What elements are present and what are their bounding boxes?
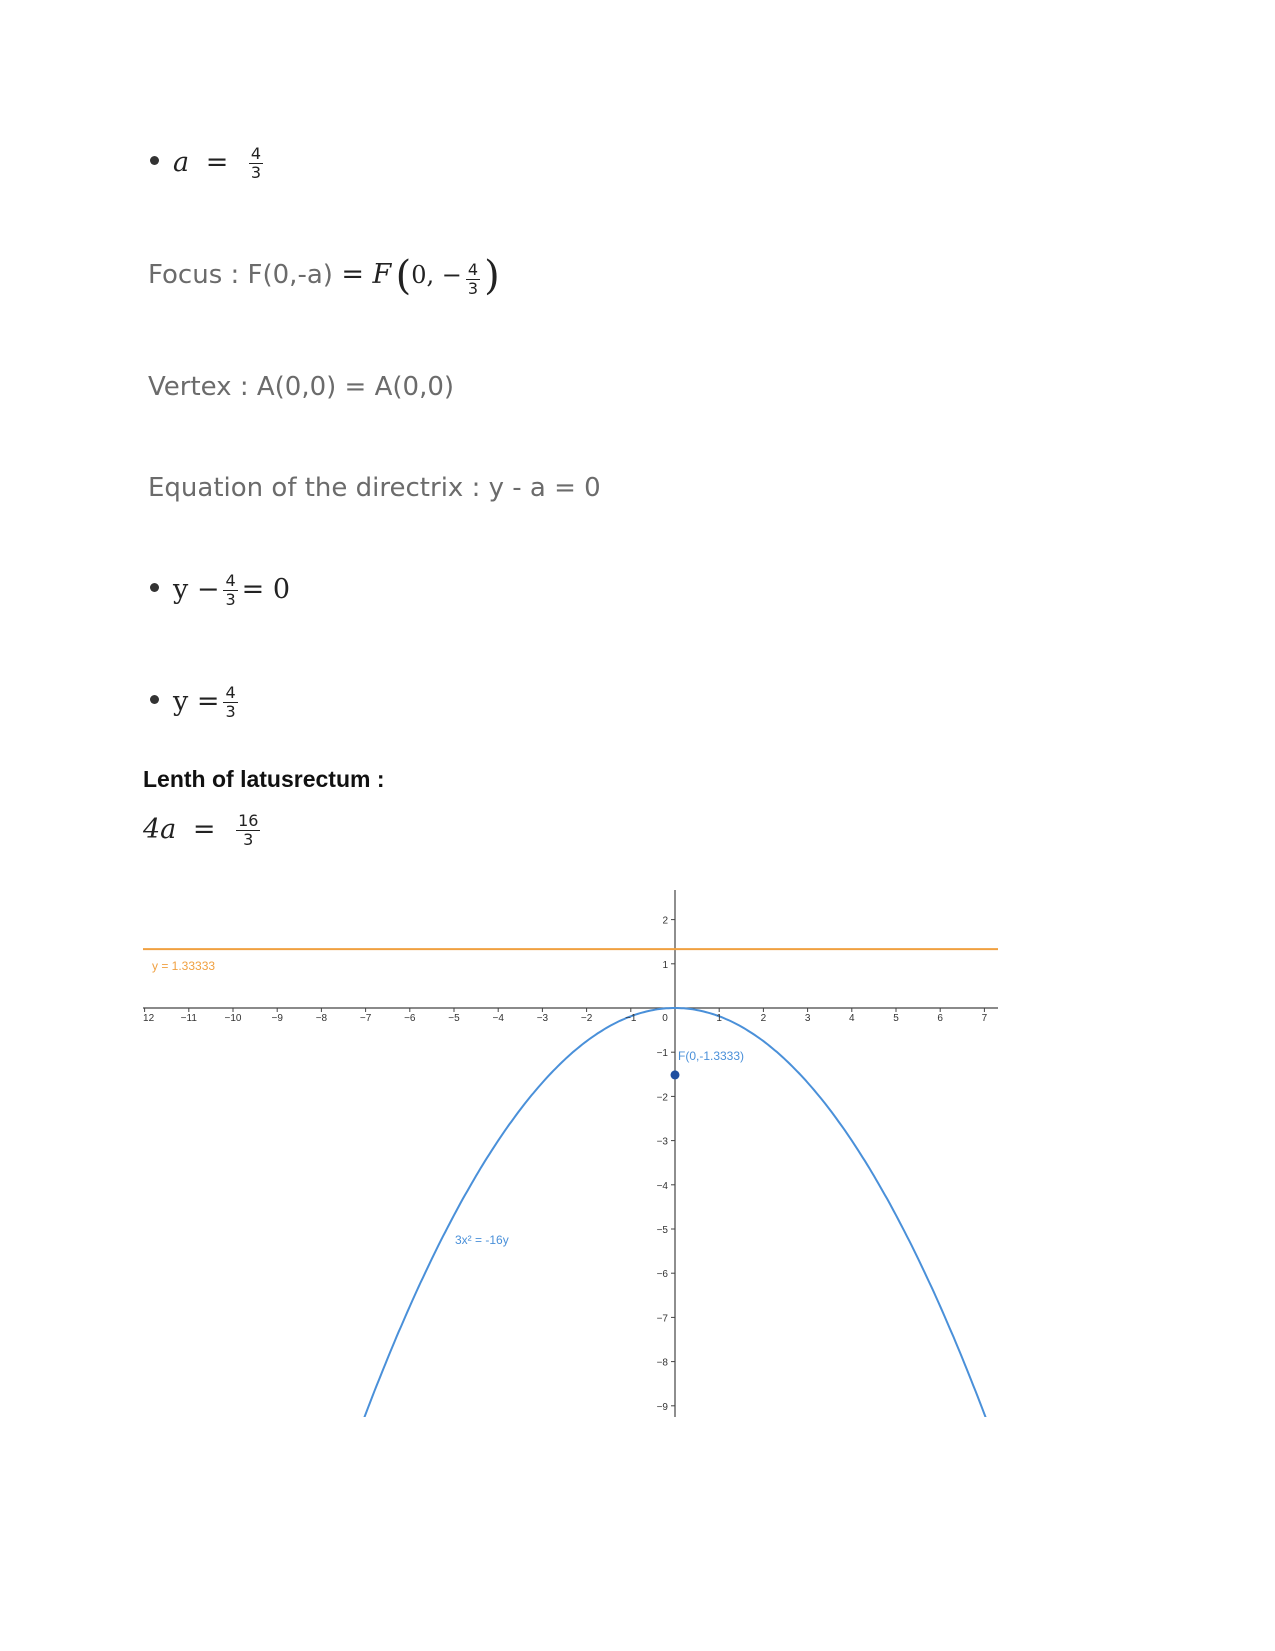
curves-layer: [143, 949, 1007, 1474]
latus-lhs: 4a: [143, 814, 177, 845]
latus-numerator: 16: [238, 811, 259, 830]
x-tick-label: −7: [359, 1013, 372, 1024]
latus-denominator: 3: [243, 830, 254, 849]
dir2-lhs: y =: [173, 686, 220, 717]
x-tick-label: −1: [625, 1013, 637, 1024]
x-tick-label: 12: [143, 1013, 155, 1024]
a-denominator: 3: [250, 163, 262, 182]
x-tick-label: 4: [849, 1013, 855, 1024]
x-tick-label: 1: [716, 1013, 722, 1024]
focus-label: F(0,-1.3333): [678, 1048, 745, 1063]
y-tick-label: −5: [656, 1225, 668, 1236]
x-tick-label: 2: [760, 1013, 767, 1024]
x-tick-label: −9: [271, 1013, 283, 1024]
x-tick-label: 3: [804, 1013, 811, 1024]
y-tick-label: 2: [662, 915, 668, 927]
x-tick-label: −5: [448, 1013, 460, 1024]
focus-equals: =: [341, 259, 364, 291]
y-tick-label: −9: [656, 1401, 668, 1413]
x-tick-label: −11: [180, 1013, 197, 1024]
y-tick-label: −7: [656, 1313, 668, 1325]
focus-zero: 0, −: [411, 261, 462, 290]
x-tick-label: 5: [893, 1013, 899, 1024]
close-paren: ): [484, 253, 500, 299]
open-paren: (: [395, 253, 412, 299]
y-tick-label: −6: [656, 1269, 668, 1281]
x-tick-label: −10: [224, 1013, 242, 1024]
directrix-label: y = 1.33333: [152, 959, 216, 974]
y-tick-label: −3: [656, 1136, 668, 1148]
a-numerator: 4: [250, 144, 262, 163]
y-tick-label: −8: [656, 1357, 668, 1369]
focus-point: [671, 1070, 680, 1079]
a-symbol: a: [173, 147, 190, 178]
vertex-line: Vertex : A(0,0) = A(0,0): [148, 372, 455, 402]
y-tick-label: −1: [656, 1048, 668, 1060]
focus-denominator: 3: [467, 278, 479, 298]
x-tick-label: −3: [536, 1013, 549, 1024]
axes-layer: [143, 890, 998, 1417]
directrix-line: Equation of the directrix : y - a = 0: [148, 473, 601, 503]
x-tick-label: 0: [662, 1013, 668, 1024]
latus-equals: =: [192, 814, 216, 845]
dir1-denominator: 3: [225, 590, 236, 609]
dir1-rhs: = 0: [241, 574, 291, 605]
parabola-label: 3x² = -16y: [455, 1233, 509, 1247]
x-tick-label: −6: [404, 1013, 416, 1024]
focus-label: Focus : F(0,-a): [148, 260, 333, 291]
y-tick-label: 1: [662, 959, 668, 971]
latus-heading: Lenth of latusrectum :: [143, 766, 385, 792]
focus-f: F: [372, 259, 392, 291]
labels-layer: [143, 916, 988, 1413]
x-tick-label: 6: [937, 1013, 943, 1024]
dir2-numerator: 4: [225, 683, 236, 702]
dir2-denominator: 3: [225, 702, 236, 721]
equals-sign: =: [205, 147, 229, 178]
dir1-lhs: y −: [173, 574, 220, 605]
x-tick-label: −8: [315, 1013, 328, 1024]
dir1-numerator: 4: [225, 571, 236, 590]
y-tick-label: −4: [656, 1180, 668, 1192]
x-tick-label: −4: [492, 1013, 504, 1024]
x-tick-label: 7: [981, 1013, 988, 1024]
x-tick-label: −2: [580, 1013, 593, 1024]
y-tick-label: −2: [656, 1092, 668, 1104]
focus-numerator: 4: [467, 259, 479, 279]
